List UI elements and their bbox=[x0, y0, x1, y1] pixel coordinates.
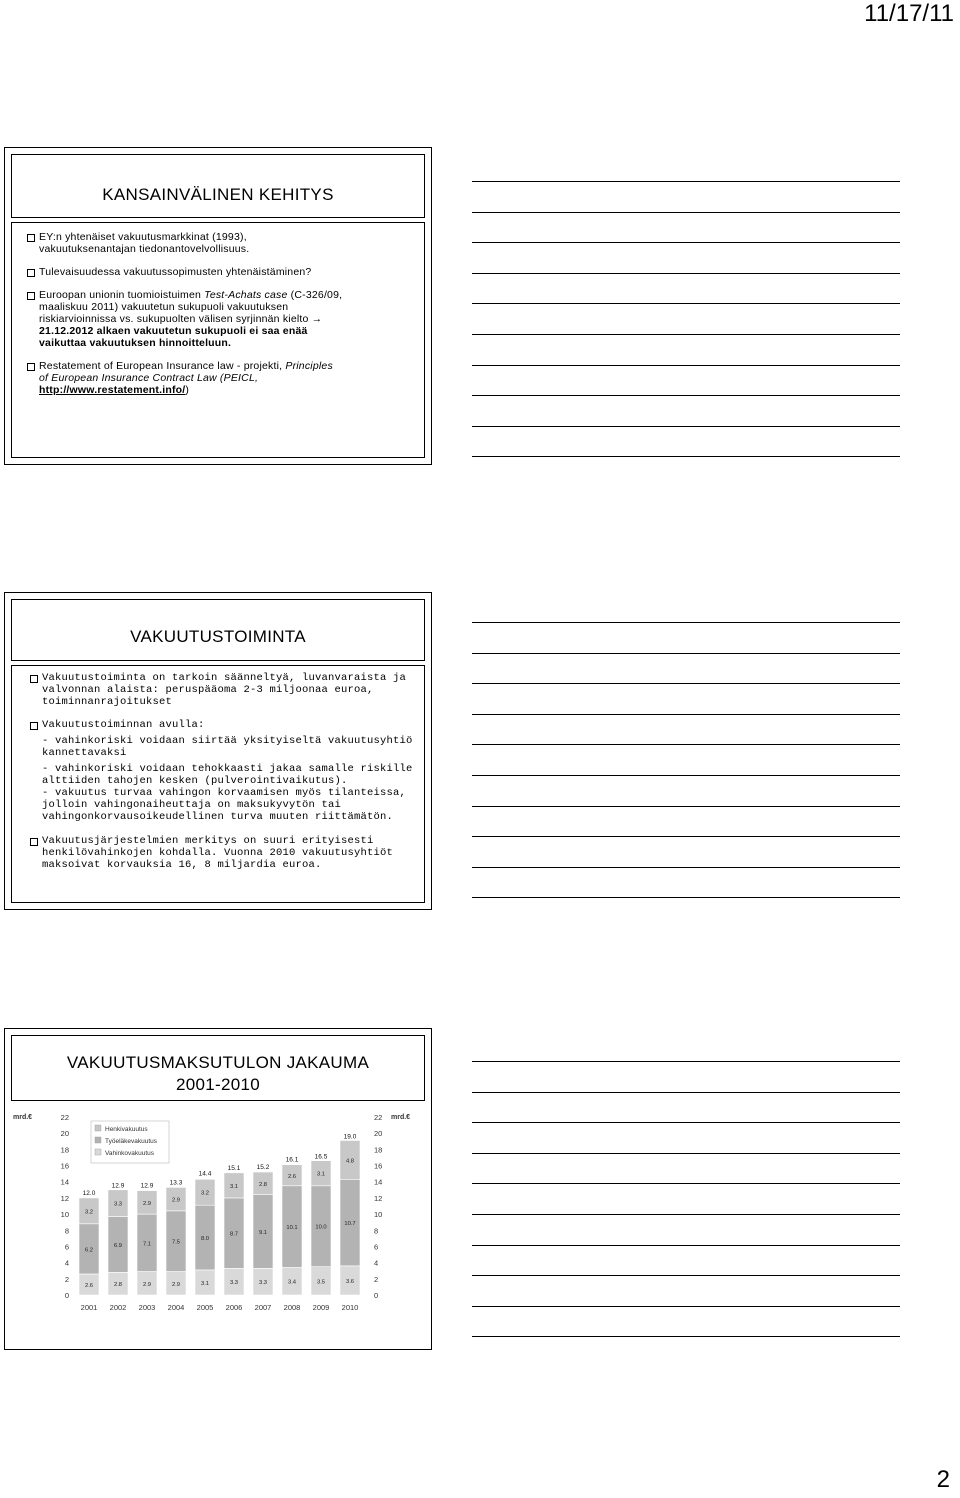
legend-label: Henkivakuutus bbox=[105, 1126, 148, 1133]
data-label: 4.8 bbox=[345, 1158, 355, 1165]
x-tick-label: 2003 bbox=[138, 1303, 156, 1312]
notes-lines-3 bbox=[472, 1061, 900, 1367]
y-tick-label: 12 bbox=[374, 1193, 383, 1203]
note-line bbox=[472, 365, 900, 366]
bullet-list bbox=[26, 231, 342, 407]
x-tick-label: 2001 bbox=[80, 1303, 98, 1312]
note-line bbox=[472, 622, 900, 623]
data-label: 6.2 bbox=[84, 1247, 94, 1254]
slide-content-box bbox=[11, 665, 425, 903]
data-label: 8.7 bbox=[229, 1231, 239, 1238]
bullet-text: toiminnanrajoitukset bbox=[42, 696, 173, 708]
note-line bbox=[472, 456, 900, 457]
data-label: 9.1 bbox=[258, 1229, 268, 1236]
x-tick-label: 2008 bbox=[283, 1303, 301, 1312]
y-tick-label: 16 bbox=[374, 1161, 383, 1171]
note-line bbox=[472, 1183, 900, 1184]
bullet-text: Restatement of European Insurance law - projekti, Principles bbox=[39, 360, 333, 372]
premium-chart bbox=[11, 1111, 421, 1323]
bullet-text: riskiarvioinnissa vs. sukupuolten välisen syrjinnän kielto → bbox=[39, 313, 323, 325]
bullet-text: 21.12.2012 alkaen vakuutetun sukupuoli ei saa enää bbox=[39, 325, 308, 337]
slide-title-line-1: VAKUUTUSMAKSUTULON JAKAUMA bbox=[66, 1053, 370, 1072]
note-line bbox=[472, 395, 900, 396]
note-line bbox=[472, 1245, 900, 1246]
x-tick-label: 2002 bbox=[109, 1303, 127, 1312]
total-label: 16.1 bbox=[285, 1156, 299, 1164]
total-label: 16.5 bbox=[314, 1153, 328, 1161]
bullet-text: Vakuutustoiminnan avulla: bbox=[42, 719, 205, 731]
y-unit-left: mrd.€ bbox=[13, 1114, 33, 1121]
note-line bbox=[472, 242, 900, 243]
slide-content-box bbox=[11, 222, 425, 458]
bullet-text: vahingonkorvausoikeudellinen turva muuten riittämätön. bbox=[42, 811, 394, 823]
y-tick-label: 8 bbox=[374, 1226, 379, 1236]
note-line bbox=[472, 897, 900, 898]
legend-label: Vahinkovakuutus bbox=[105, 1150, 155, 1157]
bullet-text: maaliskuu 2011) vakuutetun sukupuoli vakuutuksen bbox=[39, 301, 289, 313]
legend-swatch bbox=[95, 1149, 101, 1155]
y-tick-label: 4 bbox=[64, 1258, 69, 1268]
y-tick-label: 10 bbox=[374, 1210, 383, 1220]
x-tick-label: 2010 bbox=[341, 1303, 359, 1312]
total-label: 14.4 bbox=[198, 1170, 212, 1178]
chart-legend bbox=[91, 1121, 169, 1163]
note-line bbox=[472, 212, 900, 213]
bullet-text: maksoivat korvauksia 16, 8 miljardia euroa. bbox=[42, 859, 322, 871]
y-tick-label: 0 bbox=[374, 1291, 379, 1300]
note-line bbox=[472, 744, 900, 745]
note-line bbox=[472, 683, 900, 684]
data-label: 7.1 bbox=[142, 1241, 152, 1248]
y-tick-label: 14 bbox=[60, 1177, 69, 1187]
data-label: 2.9 bbox=[171, 1197, 181, 1204]
slide-title-box bbox=[11, 1035, 425, 1101]
x-tick-label: 2004 bbox=[167, 1303, 185, 1312]
x-tick-label: 2007 bbox=[254, 1303, 272, 1312]
bullet-text: jolloin vahingonaiheuttaja on maksukyvytön tai bbox=[42, 799, 342, 811]
slide-vakuutustoiminta bbox=[4, 592, 432, 910]
slide-vakuutusmaksutulon-jakauma bbox=[4, 1028, 432, 1350]
slide-kansainvalinen-kehitys bbox=[4, 147, 432, 465]
y-tick-label: 2 bbox=[374, 1274, 379, 1284]
note-line bbox=[472, 1122, 900, 1123]
x-tick-label: 2005 bbox=[196, 1303, 214, 1312]
data-label: 3.6 bbox=[345, 1278, 355, 1285]
y-tick-label: 4 bbox=[374, 1258, 379, 1268]
bullet-text: http://www.restatement.info/) bbox=[39, 384, 190, 396]
bullet-item bbox=[29, 719, 413, 823]
bullet-item bbox=[26, 266, 342, 278]
note-line bbox=[472, 714, 900, 715]
legend-label: Työeläkevakuutus bbox=[105, 1138, 158, 1145]
note-line bbox=[472, 1092, 900, 1093]
notes-lines-1 bbox=[472, 181, 900, 487]
slide-title-line-2: 2001-2010 bbox=[176, 1075, 260, 1094]
data-label: 3.2 bbox=[200, 1190, 210, 1197]
bullet-item bbox=[29, 835, 413, 871]
total-label: 12.0 bbox=[82, 1189, 96, 1197]
note-line bbox=[472, 1336, 900, 1337]
data-label: 10.7 bbox=[344, 1221, 356, 1228]
y-unit-right: mrd.€ bbox=[391, 1114, 411, 1121]
legend-swatch bbox=[95, 1125, 101, 1131]
y-tick-label: 6 bbox=[64, 1242, 69, 1252]
y-tick-label: 14 bbox=[374, 1177, 383, 1187]
note-line bbox=[472, 806, 900, 807]
data-label: 2.8 bbox=[113, 1282, 123, 1289]
data-label: 3.4 bbox=[287, 1279, 297, 1286]
y-tick-label: 22 bbox=[374, 1113, 383, 1122]
y-tick-label: 12 bbox=[60, 1193, 69, 1203]
bullet-text: - vakuutus turvaa vahingon korvaamisen myös tilanteissa, bbox=[42, 787, 407, 799]
data-label: 10.1 bbox=[286, 1225, 298, 1232]
note-line bbox=[472, 1275, 900, 1276]
note-line bbox=[472, 1306, 900, 1307]
y-tick-label: 16 bbox=[60, 1161, 69, 1171]
slide-title: VAKUUTUSTOIMINTA bbox=[130, 627, 306, 646]
bullet-text: vaikuttaa vakuutuksen hinnoitteluun. bbox=[39, 337, 232, 349]
bullet-text: Tulevaisuudessa vakuutussopimusten yhtenäistäminen? bbox=[39, 266, 312, 278]
note-line bbox=[472, 1214, 900, 1215]
data-label: 8.0 bbox=[200, 1236, 210, 1243]
note-line bbox=[472, 1061, 900, 1062]
y-tick-label: 20 bbox=[60, 1129, 69, 1139]
bullet-text: of European Insurance Contract Law (PEICL, bbox=[39, 372, 259, 384]
bullet-item bbox=[26, 360, 342, 396]
note-line bbox=[472, 867, 900, 868]
note-line bbox=[472, 653, 900, 654]
page-date: 11/17/11 bbox=[864, 0, 954, 27]
bullet-text: Vakuutusjärjestelmien merkitys on suuri erityisesti bbox=[42, 835, 374, 847]
bullet-text: - vahinkoriski voidaan tehokkaasti jakaa samalle riskille bbox=[42, 763, 413, 775]
legend-swatch bbox=[95, 1137, 101, 1143]
note-line bbox=[472, 836, 900, 837]
bullet-text: henkilövahinkojen kohdalla. Vuonna 2010 vakuutusyhtiöt bbox=[42, 847, 394, 859]
data-label: 6.9 bbox=[113, 1242, 123, 1249]
note-line bbox=[472, 303, 900, 304]
note-line bbox=[472, 181, 900, 182]
data-label: 3.1 bbox=[200, 1280, 210, 1287]
total-label: 19.0 bbox=[343, 1133, 357, 1141]
data-label: 2.9 bbox=[142, 1281, 152, 1288]
x-tick-label: 2009 bbox=[312, 1303, 330, 1312]
slide-title-box bbox=[11, 154, 425, 218]
data-label: 3.2 bbox=[84, 1209, 94, 1216]
x-tick-label: 2006 bbox=[225, 1303, 243, 1312]
restatement-link[interactable]: http://www.restatement.info/ bbox=[39, 384, 186, 396]
data-label: 3.3 bbox=[113, 1201, 123, 1208]
y-tick-label: 10 bbox=[60, 1210, 69, 1220]
y-tick-label: 18 bbox=[374, 1145, 383, 1155]
note-line bbox=[472, 273, 900, 274]
data-label: 2.8 bbox=[258, 1181, 268, 1188]
bullet-text: Vakuutustoiminta on tarkoin säänneltyä, luvanvaraista ja bbox=[42, 672, 407, 684]
y-tick-label: 2 bbox=[64, 1274, 69, 1284]
note-line bbox=[472, 1153, 900, 1154]
data-label: 3.3 bbox=[258, 1280, 268, 1287]
bullet-list bbox=[29, 672, 413, 882]
y-tick-label: 0 bbox=[64, 1291, 69, 1300]
total-label: 15.1 bbox=[227, 1164, 241, 1172]
slide-title-box bbox=[11, 599, 425, 661]
data-label: 7.5 bbox=[171, 1239, 181, 1246]
data-label: 2.9 bbox=[142, 1200, 152, 1207]
y-tick-label: 8 bbox=[64, 1226, 69, 1236]
bullet-item bbox=[26, 231, 342, 255]
y-tick-label: 22 bbox=[60, 1113, 69, 1122]
slide-title: KANSAINVÄLINEN KEHITYS bbox=[102, 185, 334, 204]
notes-lines-2 bbox=[472, 622, 900, 928]
total-label: 13.3 bbox=[169, 1179, 183, 1187]
data-label: 2.9 bbox=[171, 1281, 181, 1288]
total-label: 15.2 bbox=[256, 1164, 270, 1172]
y-tick-label: 6 bbox=[374, 1242, 379, 1252]
bullet-text: vakuutuksenantajan tiedonantovelvollisuus. bbox=[39, 243, 250, 255]
data-label: 10.0 bbox=[315, 1224, 327, 1231]
page-number: 2 bbox=[936, 1466, 950, 1493]
bullet-text: alttiiden tahojen kesken (pulverointivaikutus). bbox=[42, 775, 348, 787]
data-label: 2.6 bbox=[287, 1173, 297, 1180]
data-label: 3.5 bbox=[316, 1279, 326, 1286]
total-label: 12.9 bbox=[140, 1182, 154, 1190]
note-line bbox=[472, 426, 900, 427]
data-label: 3.1 bbox=[316, 1171, 326, 1178]
data-label: 3.3 bbox=[229, 1280, 239, 1287]
note-line bbox=[472, 775, 900, 776]
y-tick-label: 20 bbox=[374, 1129, 383, 1139]
data-label: 2.6 bbox=[84, 1282, 94, 1289]
total-label: 12.9 bbox=[111, 1182, 125, 1190]
bullet-text: kannettavaksi bbox=[42, 747, 127, 759]
bullet-item bbox=[26, 289, 342, 349]
y-tick-label: 18 bbox=[60, 1145, 69, 1155]
bullet-text: valvonnan alaista: peruspääoma 2-3 miljoonaa euroa, bbox=[42, 684, 374, 696]
note-line bbox=[472, 334, 900, 335]
bullet-text: Euroopan unionin tuomioistuimen Test-Achats case (C-326/09, bbox=[39, 289, 343, 301]
bullet-item bbox=[29, 672, 413, 708]
bullet-text: - vahinkoriski voidaan siirtää yksityiseltä vakuutusyhtiö bbox=[42, 735, 413, 747]
data-label: 3.1 bbox=[229, 1183, 239, 1190]
bullet-text: EY:n yhtenäiset vakuutusmarkkinat (1993), bbox=[39, 231, 247, 243]
